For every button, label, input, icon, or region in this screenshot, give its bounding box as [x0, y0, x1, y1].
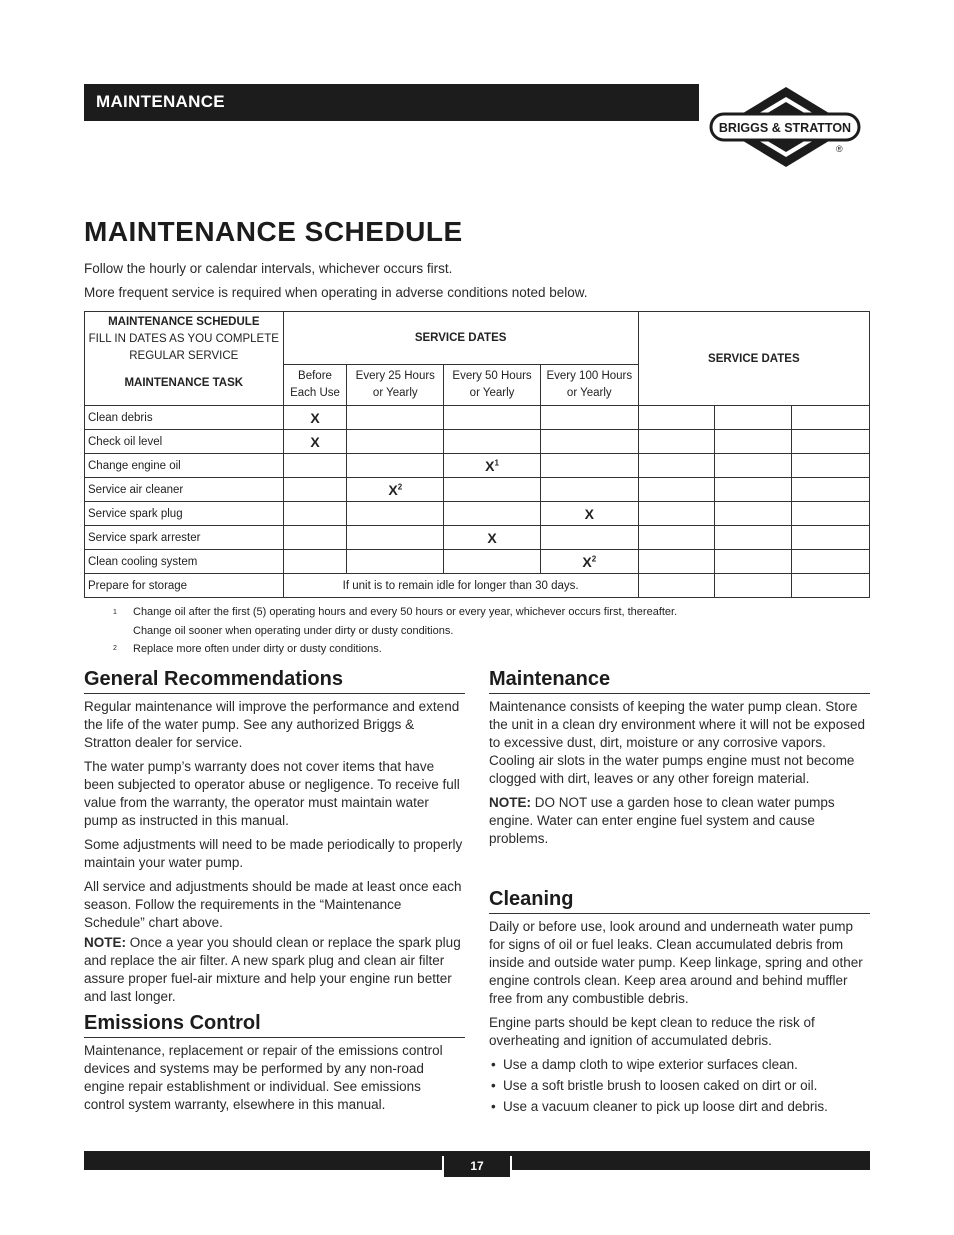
service-date-cell[interactable] — [638, 454, 715, 478]
interval-mark-cell — [347, 478, 444, 502]
service-date-cell[interactable] — [638, 502, 715, 526]
interval-header: Every 25 Hours or Yearly — [347, 365, 444, 406]
emissions-control-body — [84, 1042, 465, 1120]
interval-mark-cell — [283, 550, 347, 574]
service-date-cell[interactable] — [792, 502, 870, 526]
service-date-cell[interactable] — [792, 454, 870, 478]
schedule-header-cell — [85, 312, 284, 406]
interval-mark-cell — [444, 430, 541, 454]
interval-mark-cell — [283, 406, 347, 430]
task-cell: Clean cooling system — [85, 550, 284, 574]
footnote-text: Change oil after the first (5) operating hours and every 50 hours or every year, whichever occurs first, thereafter. — [133, 606, 678, 618]
service-date-cell[interactable] — [792, 478, 870, 502]
schedule-header-title: MAINTENANCE SCHEDULE — [108, 316, 260, 328]
note-label: NOTE: — [84, 935, 126, 950]
briggs-stratton-logo — [706, 86, 866, 168]
service-date-cell[interactable] — [638, 526, 715, 550]
table-row — [85, 454, 870, 478]
note-label: NOTE: — [489, 795, 531, 810]
general-recommendations-body — [84, 698, 465, 1012]
service-date-cell[interactable] — [715, 550, 792, 574]
emissions-control-heading: Emissions Control — [84, 1012, 465, 1038]
paragraph: Maintenance consists of keeping the water pump clean. Store the unit in a clean dry environment where it will not be exposed to excessive dust, dirt, moisture or any corrosive vapors. Cooling air slots in the water pumps engine must not become clogged with dirt, leaves or any other foreign material. — [489, 699, 865, 786]
list-item: • Use a soft bristle brush to loosen caked on dirt or oil. — [489, 1077, 870, 1095]
service-date-cell[interactable] — [715, 406, 792, 430]
footnote-marker: 2 — [113, 645, 117, 652]
cleaning-bullet-list — [489, 1056, 870, 1116]
note-paragraph — [489, 794, 870, 848]
intro-line-1: Follow the hourly or calendar intervals, whichever occurs first. — [84, 261, 453, 276]
schedule-header-line: FILL IN DATES AS YOU COMPLETE — [88, 333, 279, 345]
interval-mark-cell — [444, 550, 541, 574]
interval-mark-cell — [283, 430, 347, 454]
interval-mark: X — [310, 433, 320, 450]
service-date-cell[interactable] — [792, 406, 870, 430]
interval-header: Before Each Use — [283, 365, 347, 406]
service-date-cell[interactable] — [792, 550, 870, 574]
service-date-cell[interactable] — [638, 574, 715, 598]
interval-mark: X — [388, 481, 398, 498]
interval-mark-cell — [283, 526, 347, 550]
note-text: DO NOT use a garden hose to clean water pumps engine. Water can enter engine fuel system and cause problems. — [489, 795, 835, 846]
footnote-ref: 2 — [591, 553, 597, 563]
interval-mark-cell — [444, 502, 541, 526]
service-date-cell[interactable] — [792, 574, 870, 598]
interval-mark-cell — [283, 502, 347, 526]
task-cell: Service spark arrester — [85, 526, 284, 550]
logo-text: BRIGGS & STRATTON — [718, 121, 852, 135]
paragraph: Daily or before use, look around and underneath water pump for signs of oil or fuel leaks. Clean accumulated debris from inside and outside water pump. Keep linkage, spring and other engine controls clean. Keep area around and behind muffler free from any combustible debris. — [489, 919, 863, 1006]
service-date-cell[interactable] — [715, 502, 792, 526]
interval-mark-cell — [347, 454, 444, 478]
general-recommendations-heading: General Recommendations — [84, 668, 465, 694]
table-row — [85, 502, 870, 526]
service-date-cell[interactable] — [715, 478, 792, 502]
task-column-header: MAINTENANCE TASK — [124, 377, 244, 389]
interval-mark-cell — [444, 406, 541, 430]
interval-header: Every 50 Hours or Yearly — [444, 365, 541, 406]
footnote-ref: 1 — [494, 457, 499, 467]
footnote-text: Change oil sooner when operating under dirty or dusty conditions. — [133, 625, 454, 637]
interval-mark: X — [582, 553, 592, 570]
task-cell: Change engine oil — [85, 454, 284, 478]
service-date-cell[interactable] — [638, 406, 715, 430]
interval-mark-cell — [540, 430, 638, 454]
registered-mark: ® — [836, 144, 843, 154]
paragraph: Regular maintenance will improve the performance and extend the life of the water pump. See any authorized Briggs & Stratton dealer for service. — [84, 699, 460, 750]
interval-mark-cell — [540, 550, 638, 574]
footnote-marker: 1 — [113, 609, 117, 616]
cleaning-heading: Cleaning — [489, 888, 870, 914]
task-cell: Check oil level — [85, 430, 284, 454]
interval-header: Every 100 Hours or Yearly — [540, 365, 638, 406]
service-date-cell[interactable] — [715, 574, 792, 598]
interval-mark-cell — [444, 526, 541, 550]
page-title: MAINTENANCE SCHEDULE — [84, 216, 463, 247]
interval-mark: X — [485, 457, 495, 474]
service-date-cell[interactable] — [638, 550, 715, 574]
maintenance-schedule-table — [84, 311, 870, 598]
task-cell: Prepare for storage — [85, 574, 284, 598]
table-row — [85, 574, 870, 598]
table-row — [85, 406, 870, 430]
list-item: • Use a damp cloth to wipe exterior surfaces clean. — [489, 1056, 870, 1074]
section-header-bar — [84, 84, 699, 121]
interval-mark: X — [584, 505, 594, 522]
interval-mark-cell — [540, 526, 638, 550]
interval-mark-cell — [347, 550, 444, 574]
interval-mark-cell — [540, 478, 638, 502]
footnote-text: Replace more often under dirty or dusty conditions. — [133, 643, 382, 655]
service-dates-header: SERVICE DATES — [283, 312, 638, 365]
service-date-cell[interactable] — [715, 430, 792, 454]
task-cell: Service spark plug — [85, 502, 284, 526]
interval-mark-cell — [444, 478, 541, 502]
maintenance-heading: Maintenance — [489, 668, 870, 694]
service-date-cell[interactable] — [792, 526, 870, 550]
intro-line-2: More frequent service is required when operating in adverse conditions noted below. — [84, 285, 588, 300]
interval-mark: X — [487, 529, 497, 546]
service-date-cell[interactable] — [715, 526, 792, 550]
task-cell: Clean debris — [85, 406, 284, 430]
paragraph: Maintenance, replacement or repair of the emissions control devices and systems may be performed by any non-road engine repair establishment or individual. See emissions control system warranty, elsewhere in this manual. — [84, 1043, 443, 1112]
interval-mark-cell — [283, 478, 347, 502]
footnote-ref: 2 — [397, 481, 403, 491]
schedule-header-line: REGULAR SERVICE — [129, 350, 239, 362]
interval-mark-cell — [347, 502, 444, 526]
interval-mark-cell — [347, 526, 444, 550]
note-paragraph — [84, 934, 465, 1006]
idle-note-cell: If unit is to remain idle for longer than 30 days. — [283, 574, 638, 598]
note-text: Once a year you should clean or replace the spark plug and replace the air filter. A new spark plug and clean air filter assure proper fuel-air mixture and help your engine run better and last longer. — [84, 935, 461, 1004]
paragraph: All service and adjustments should be made at least once each season. Follow the requirements in the “Maintenance Schedule” chart above. — [84, 879, 462, 930]
paragraph: The water pump’s warranty does not cover items that have been subjected to operator abuse or negligence. To receive full value from the warranty, the operator must maintain water pump as instructed in this manual. — [84, 759, 460, 828]
task-cell: Service air cleaner — [85, 478, 284, 502]
table-row — [85, 478, 870, 502]
table-row — [85, 526, 870, 550]
interval-mark: X — [310, 409, 320, 426]
interval-mark-cell — [347, 430, 444, 454]
service-dates-header-right: SERVICE DATES — [638, 312, 869, 406]
list-item: • Use a vacuum cleaner to pick up loose dirt and debris. — [489, 1098, 870, 1116]
table-row — [85, 430, 870, 454]
interval-mark-cell — [283, 454, 347, 478]
service-date-cell[interactable] — [792, 430, 870, 454]
service-date-cell[interactable] — [715, 454, 792, 478]
service-date-cell[interactable] — [638, 478, 715, 502]
page-number: 17 — [442, 1156, 512, 1177]
interval-mark-cell — [444, 454, 541, 478]
section-label: MAINTENANCE — [96, 92, 225, 111]
interval-mark-cell — [347, 406, 444, 430]
paragraph: Engine parts should be kept clean to reduce the risk of overheating and ignition of accumulated debris. — [489, 1015, 815, 1048]
interval-mark-cell — [540, 454, 638, 478]
table-row — [85, 550, 870, 574]
interval-mark-cell — [540, 406, 638, 430]
paragraph: Some adjustments will need to be made periodically to properly maintain your water pump. — [84, 837, 463, 870]
service-date-cell[interactable] — [638, 430, 715, 454]
interval-mark-cell — [540, 502, 638, 526]
cleaning-body — [489, 918, 870, 1119]
maintenance-body — [489, 698, 870, 854]
